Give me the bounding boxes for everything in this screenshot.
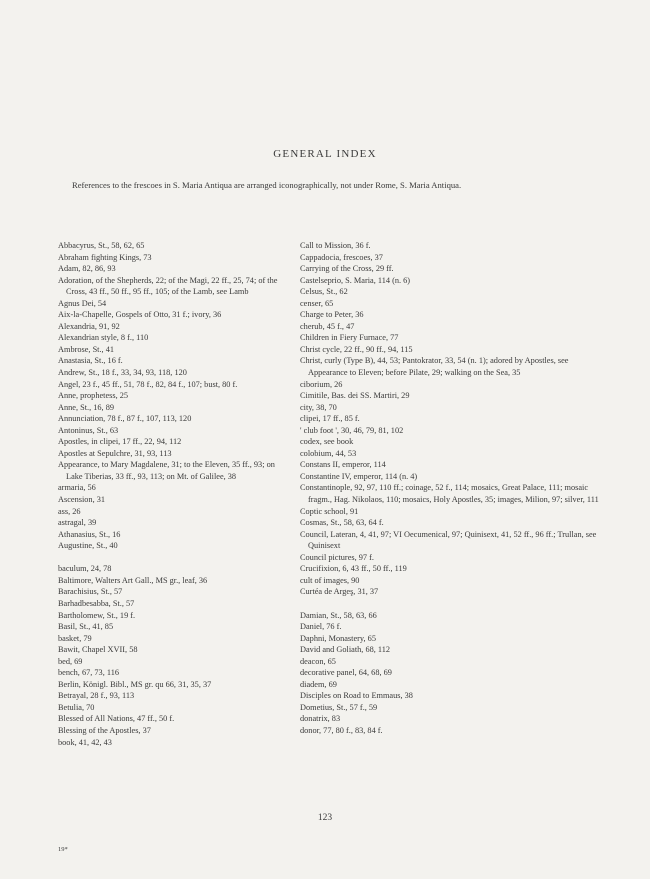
index-entry: Ambrose, St., 41: [58, 344, 115, 354]
index-entry: Constans II, emperor, 114: [300, 460, 386, 470]
index-entry: Carrying of the Cross, 29 ff.: [300, 264, 394, 274]
index-entry: Damian, St., 58, 63, 66: [300, 610, 377, 620]
index-entry: Constantinople, 92, 97, 110 ff.; coinage, 52 f., 114; mosaics, Great Palace, 111; mosaic fragm., Hag. Nikolaos, 110; mosaics, Holy Apostles, 35; images, Milion, 97; silver, 111: [300, 483, 599, 505]
index-entry: armaria, 56: [58, 483, 96, 493]
index-entry: Charge to Peter, 36: [300, 310, 364, 320]
index-entry: cherub, 45 f., 47: [300, 321, 355, 331]
section-gap: [58, 552, 288, 564]
index-entry: Bawit, Chapel XVII, 58: [58, 645, 138, 655]
index-entry: Barhadbesabba, St., 57: [58, 598, 135, 608]
index-entry: Call to Mission, 36 f.: [300, 241, 371, 250]
index-entry: Apostles, in clipei, 17 ff., 22, 94, 112: [58, 437, 182, 447]
index-entry: Celsus, St., 62: [300, 287, 348, 297]
index-entry: Castelseprio, S. Maria, 114 (n. 6): [300, 275, 411, 285]
index-entry: Annunciation, 78 f., 87 f., 107, 113, 120: [58, 414, 192, 424]
index-entry: Betulia, 70: [58, 702, 95, 712]
index-column-right: [300, 240, 600, 737]
index-entry: bed, 69: [58, 656, 83, 666]
index-entry: Abbacyrus, St., 58, 62, 65: [58, 241, 145, 250]
index-entry: Adam, 82, 86, 93: [58, 264, 116, 274]
index-entry: Christ cycle, 22 ff., 90 ff., 94, 115: [300, 344, 413, 354]
index-entry: Cosmas, St., 58, 63, 64 f.: [300, 518, 384, 528]
index-entry: Andrew, St., 18 f., 33, 34, 93, 118, 120: [58, 368, 187, 378]
index-entry: baculum, 24, 78: [58, 564, 112, 574]
intro-paragraph: References to the frescoes in S. Maria Antiqua are arranged iconographically, not under Rome, S. Maria Antiqua.: [72, 180, 462, 190]
index-entry: Bartholomew, St., 19 f.: [58, 610, 136, 620]
index-entry: Apostles at Sepulchre, 31, 93, 113: [58, 448, 172, 458]
index-entry: Constantine IV, emperor, 114 (n. 4): [300, 471, 418, 481]
index-entry: Anne, St., 16, 89: [58, 402, 115, 412]
index-entry: Athanasius, St., 16: [58, 529, 121, 539]
index-entry: David and Goliath, 68, 112: [300, 645, 391, 655]
index-entry: Barachisius, St., 57: [58, 587, 123, 597]
index-entry: book, 41, 42, 43: [58, 737, 112, 747]
index-entry: astragal, 39: [58, 518, 97, 528]
index-entry: diadem, 69: [300, 679, 337, 689]
index-entry: Daniel, 76 f.: [300, 622, 342, 632]
index-entry: Daphni, Monastery, 65: [300, 633, 376, 643]
index-entry: Augustine, St., 40: [58, 541, 118, 551]
index-entry: Disciples on Road to Emmaus, 38: [300, 691, 413, 701]
index-entry: Children in Fiery Furnace, 77: [300, 333, 399, 343]
index-entry: Cappadocia, frescoes, 37: [300, 252, 383, 262]
index-entry: donor, 77, 80 f., 83, 84 f.: [300, 725, 383, 735]
index-entry: Antoninus, St., 63: [58, 425, 119, 435]
section-gap: [300, 598, 600, 610]
index-entry: Appearance, to Mary Magdalene, 31; to the Eleven, 35 ff., 93; on Lake Tiberias, 33 ff., 93, 113; on Mt. of Galilee, 38: [58, 460, 275, 481]
index-entry: Dometius, St., 57 f., 59: [300, 702, 378, 712]
index-entry: basket, 79: [58, 633, 92, 643]
index-entry: Christ, curly (Type B), 44, 53; Pantokrator, 33, 54 (n. 1); adored by Apostles, see Appearance to Eleven; before Pilate, 29; walking on the Sea, 35: [300, 356, 569, 378]
index-entry: Council, Lateran, 4, 41, 97; VI Oecumenical, 97; Quinisext, 41, 52 ff., 96 ff.; Trullan, see Quinisext: [300, 529, 597, 551]
index-entry: Betrayal, 28 f., 93, 113: [58, 691, 135, 701]
index-entry: Curtéa de Argeş, 31, 37: [300, 587, 379, 597]
index-entry: city, 38, 70: [300, 402, 337, 412]
index-entry: ass, 26: [58, 506, 81, 516]
page-number: 123: [317, 813, 333, 823]
index-entry: Cimitile, Bas. dei SS. Martiri, 29: [300, 391, 410, 401]
index-entry: Council pictures, 97 f.: [300, 552, 374, 562]
index-entry: Angel, 23 f., 45 ff., 51, 78 f., 82, 84 f., 107; bust, 80 f.: [58, 379, 238, 389]
index-entry: cult of images, 90: [300, 575, 360, 585]
page-title: GENERAL INDEX: [273, 148, 377, 160]
index-entry: censer, 65: [300, 298, 334, 308]
index-entry: Alexandria, 91, 92: [58, 321, 120, 331]
index-entry: Coptic school, 91: [300, 506, 359, 516]
index-entry: Aix-la-Chapelle, Gospels of Otto, 31 f.; ivory, 36: [58, 310, 222, 320]
index-entry: Alexandrian style, 8 f., 110: [58, 333, 149, 343]
index-entry: Blessing of the Apostles, 37: [58, 725, 151, 735]
index-entry: ciborium, 26: [300, 379, 343, 389]
index-entry: Adoration, of the Shepherds, 22; of the Magi, 22 ff., 25, 74; of the Cross, 43 ff., 50 ff., 95 ff., 105; of the Lamb, see Lamb: [58, 275, 278, 297]
index-entry: Agnus Dei, 54: [58, 298, 107, 308]
index-entry: Baltimore, Walters Art Gall., MS gr., leaf, 36: [58, 575, 208, 585]
index-entry: Basil, St., 41, 85: [58, 622, 114, 632]
index-entry: decorative panel, 64, 68, 69: [300, 668, 392, 678]
index-entry: Anne, prophetess, 25: [58, 391, 129, 401]
index-entry: colobium, 44, 53: [300, 448, 357, 458]
signature-mark: 19*: [58, 846, 68, 853]
index-entry: ' club foot ', 30, 46, 79, 81, 102: [300, 425, 404, 435]
index-entry: bench, 67, 73, 116: [58, 668, 119, 678]
index-entry: Abraham fighting Kings, 73: [58, 252, 152, 262]
index-entry: deacon, 65: [300, 656, 336, 666]
index-entry: Crucifixion, 6, 43 ff., 50 ff., 119: [300, 564, 407, 574]
index-entry: Blessed of All Nations, 47 ff., 50 f.: [58, 714, 175, 724]
index-column-left: [58, 240, 288, 748]
index-entry: Anastasia, St., 16 f.: [58, 356, 123, 366]
index-entry: codex, see book: [300, 437, 354, 447]
index-entry: Berlin, Königl. Bibl., MS gr. qu 66, 31, 35, 37: [58, 679, 212, 689]
index-entry: Ascension, 31: [58, 495, 106, 505]
index-entry: donatrix, 83: [300, 714, 341, 724]
index-entry: clipei, 17 ff., 85 f.: [300, 414, 360, 424]
